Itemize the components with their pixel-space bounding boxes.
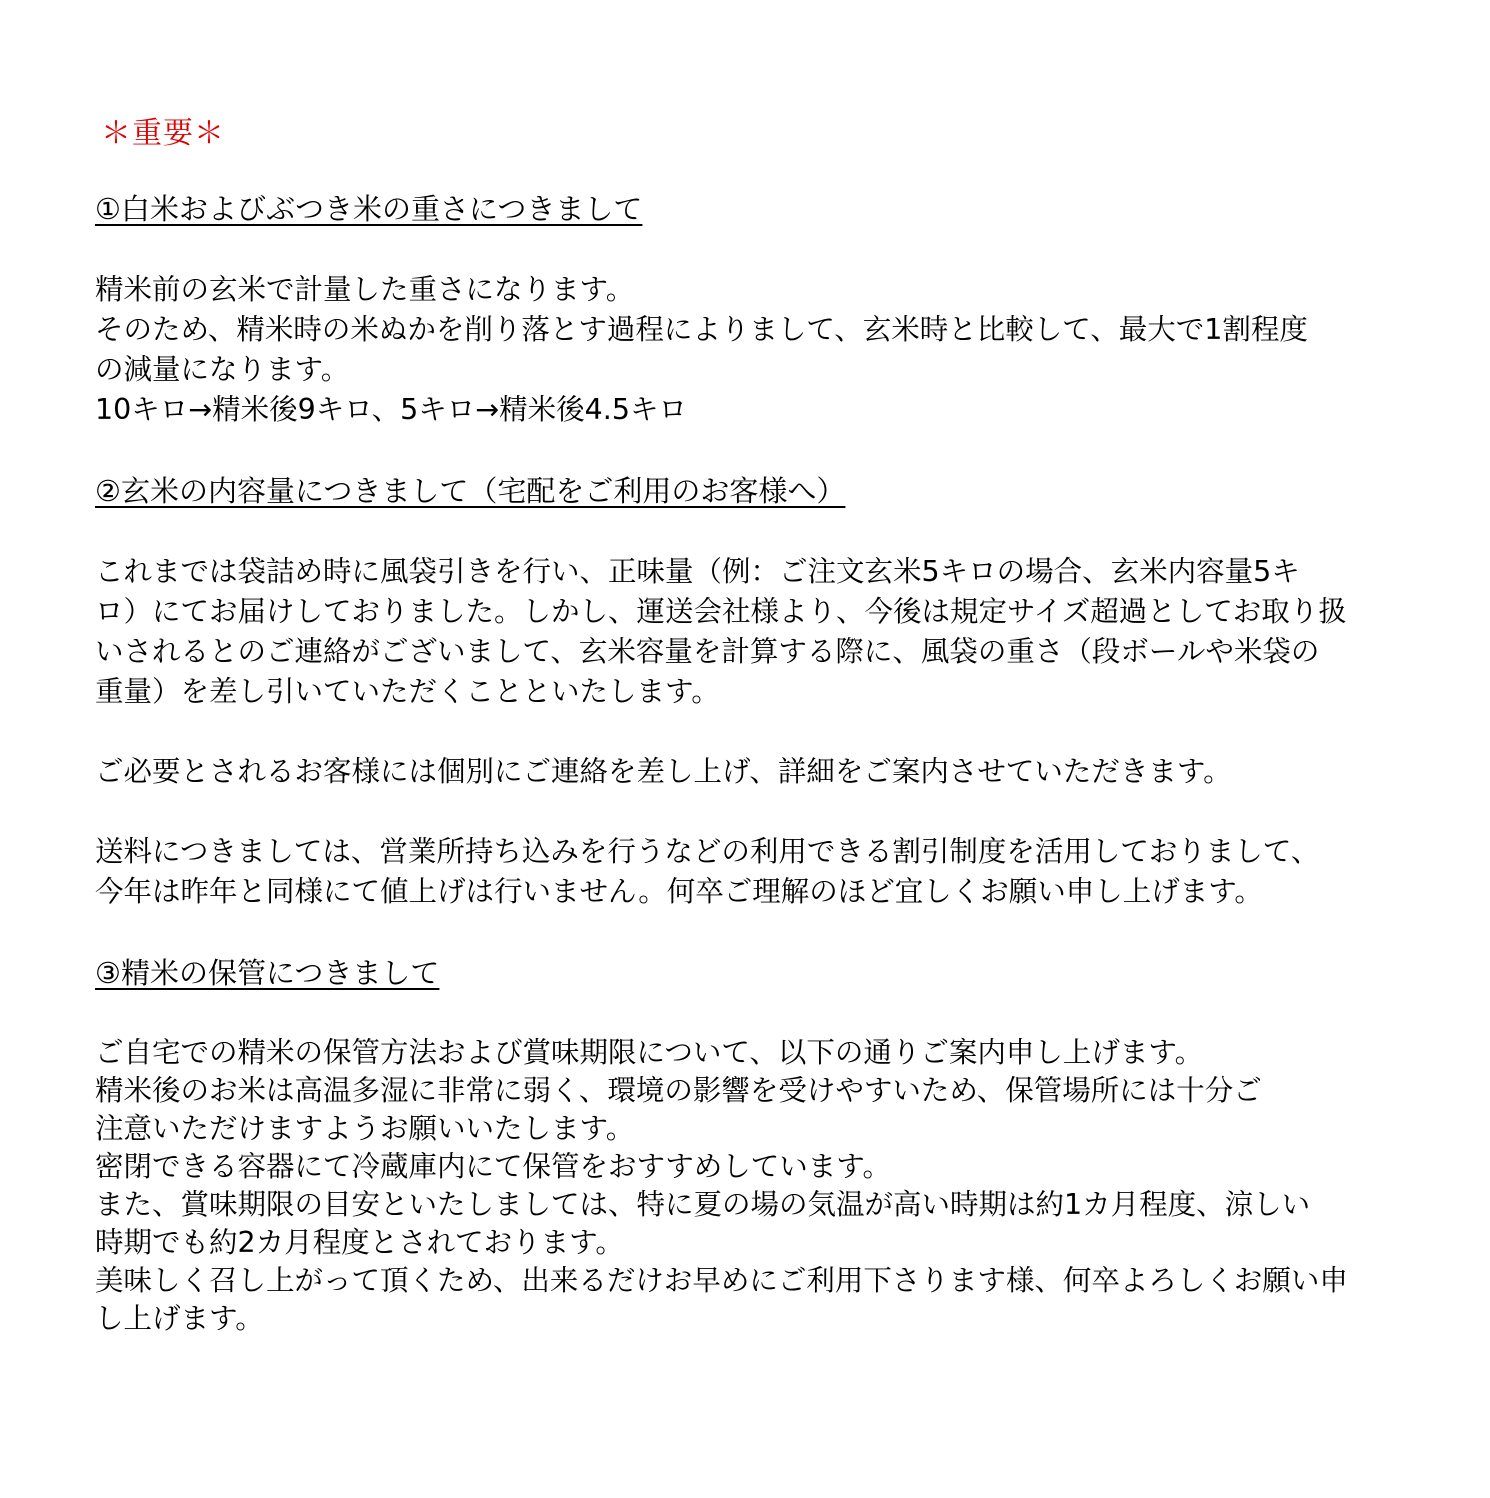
text-line: ご自宅での精米の保管方法および賞味期限について、以下の通りご案内申し上げます。 (95, 1036, 1204, 1069)
text-line: 密閉できる容器にて冷蔵庫内にて保管をおすすめしています。 (95, 1150, 892, 1183)
paragraph (95, 552, 1435, 712)
text-line: の減量になります。 (95, 353, 350, 386)
text-line: これまでは袋詰め時に風袋引きを行い、正味量（例：ご注文玄米5キロの場合、玄米内容量5キ (95, 555, 1300, 588)
text-line: 今年は昨年と同様にて値上げは行いません。何卒ご理解のほど宜しくお願い申し上げます。 (95, 875, 1263, 908)
text-line: ご必要とされるお客様には個別にご連絡を差し上げ、詳細をご案内させていただきます。 (95, 755, 1232, 788)
important-label: ＊重要＊ (101, 116, 225, 151)
text-line: 送料につきましては、営業所持ち込みを行うなどの利用できる割引制度を活用しておりまして、 (95, 835, 1320, 868)
text-line: 精米後のお米は高温多湿に非常に弱く、環境の影響を受けやすいため、保管場所には十分ご (95, 1074, 1262, 1107)
text-line: 重量）を差し引いていただくことといたします。 (95, 675, 720, 708)
paragraph (95, 752, 1435, 792)
text-line: し上げます。 (95, 1302, 264, 1335)
section-heading-1: ①白米およびぶつき米の重さにつきまして (95, 192, 643, 226)
text-line: 美味しく召し上がって頂くため、出来るだけお早めにご利用下さります様、何卒よろしくお願い申 (95, 1264, 1348, 1297)
text-line: 時期でも約2カ月程度とされております。 (95, 1226, 624, 1259)
text-line: ロ）にてお届けしておりました。しかし、運送会社様より、今後は規定サイズ超過としてお取り扱 (95, 595, 1347, 628)
text-line: 10キロ→精米後9キロ、5キロ→精米後4.5キロ (95, 393, 687, 426)
text-line: そのため、精米時の米ぬかを削り落とす過程によりまして、玄米時と比較して、最大で1割程度 (95, 313, 1308, 346)
section-heading-3: ③精米の保管につきまして (95, 956, 440, 990)
sections-container (95, 188, 1435, 1338)
text-line: いされるとのご連絡がございまして、玄米容量を計算する際に、風袋の重さ（段ボールや米袋の (95, 635, 1320, 668)
paragraph (95, 832, 1435, 912)
notice-document (95, 112, 1435, 1378)
text-line: 精米前の玄米で計量した重さになります。 (95, 273, 635, 306)
section-heading-2: ②玄米の内容量につきまして（宅配をご利用のお客様へ） (95, 474, 846, 508)
paragraph (95, 270, 1435, 430)
paragraph (95, 1034, 1435, 1338)
text-line: また、賞味期限の目安といたしましては、特に夏の場の気温が高い時期は約1カ月程度、涼しい (95, 1188, 1311, 1221)
text-line: 注意いただけますようお願いいたします。 (95, 1112, 635, 1145)
